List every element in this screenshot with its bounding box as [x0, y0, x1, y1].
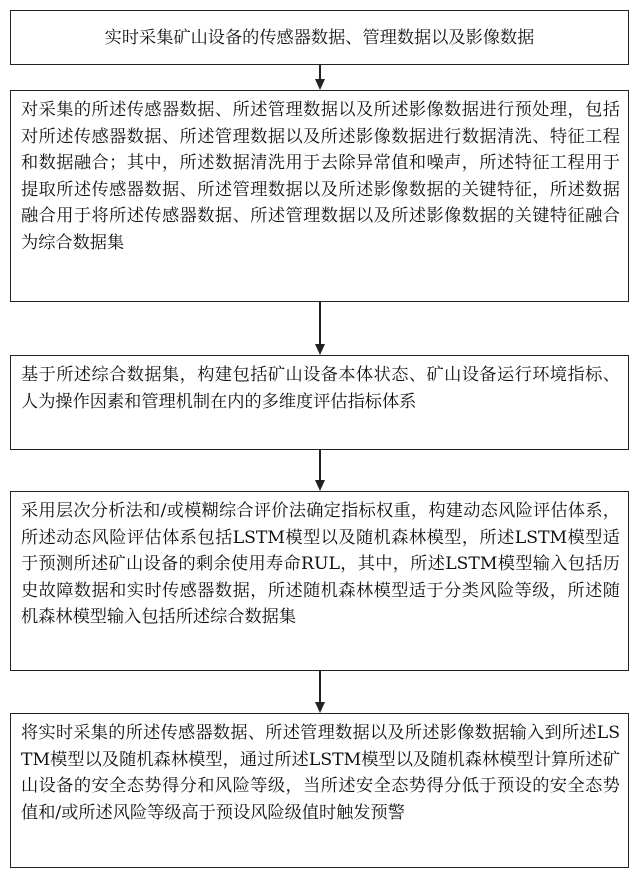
step-4-text: 采用层次分析法和/或模糊综合评价法确定指标权重，构建动态风险评估体系，所述动态风险评估体系包括LSTM模型以及随机森林模型，所述LSTM模型适于预测所述矿山设备的剩余使用寿命RUL，其中，所述LSTM模型输入包括历史故障数据和实时传感器数据，所述随机森林模型适于分类风险等级，所述随机森林模型输入包括所述综合数据集: [21, 501, 620, 627]
step-4-risk-assessment-box: [10, 491, 629, 671]
step-2-preprocessing-box: [10, 90, 629, 302]
step-5-warning-box: [10, 713, 629, 868]
step-3-indicator-system-box: [10, 355, 629, 450]
step-1-data-collection-box: [10, 10, 629, 65]
step-1-text: 实时采集矿山设备的传感器数据、管理数据以及影像数据: [104, 28, 535, 48]
step-3-text: 基于所述综合数据集，构建包括矿山设备本体状态、矿山设备运行环境指标、人为操作因素和管理机制在内的多维度评估指标体系: [21, 365, 620, 412]
step-5-text: 将实时采集的所述传感器数据、所述管理数据以及所述影像数据输入到所述LSTM模型以及随机森林模型，通过所述LSTM模型以及随机森林模型计算所述矿山设备的安全态势得分和风险等级，当所述安全态势得分低于预设的安全态势值和/或所述风险等级高于预设风险级值时触发预警: [21, 723, 620, 823]
step-2-text: 对采集的所述传感器数据、所述管理数据以及所述影像数据进行预处理，包括对所述传感器数据、所述管理数据以及所述影像数据进行数据清洗、特征工程和数据融合；其中，所述数据清洗用于去除异常值和噪声，所述特征工程用于提取所述传感器数据、所述管理数据以及所述影像数据的关键特征，所述数据融合用于将所述传感器数据、所述管理数据以及所述影像数据的关键特征融合为综合数据集: [21, 100, 620, 253]
